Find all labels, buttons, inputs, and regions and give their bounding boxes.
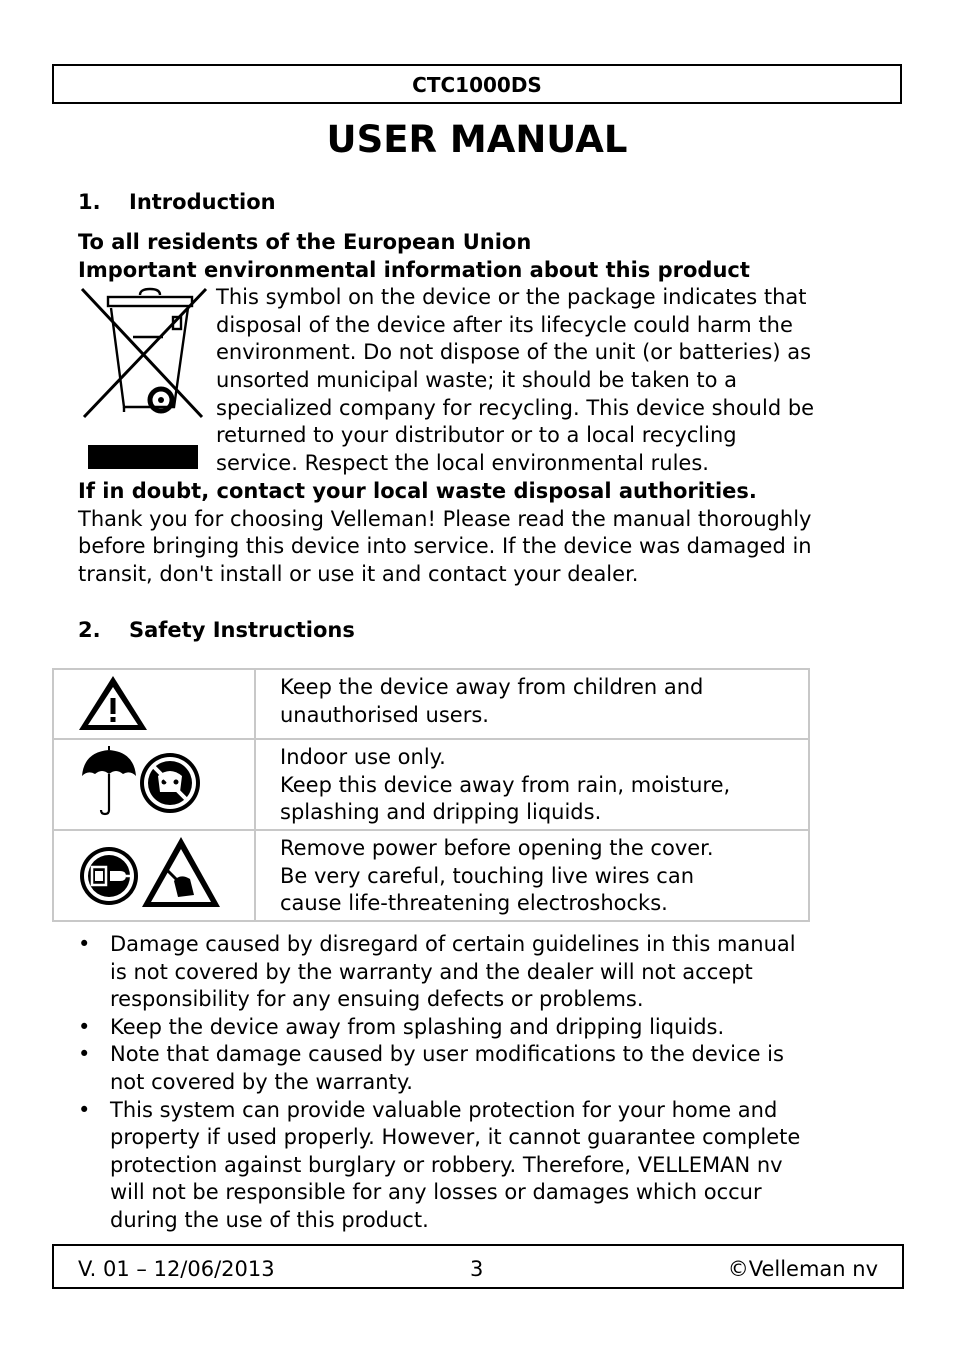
safety-table	[52, 668, 810, 922]
section-1-heading	[78, 188, 276, 216]
list-item	[78, 1014, 878, 1042]
bullet-icon: •	[78, 1097, 91, 1122]
weee-line: This symbol on the device or the package indicates that	[216, 285, 807, 309]
weee-line: returned to your distributor or to a local recycling	[216, 423, 737, 447]
list-item	[78, 1041, 878, 1096]
bullet-line: responsibility for any ensuing defects or problems.	[110, 987, 644, 1012]
weee-line: unsorted municipal waste; it should be taken to a	[216, 368, 738, 392]
safety-line: Keep this device away from rain, moisture,	[280, 772, 731, 797]
page-title: USER MANUAL	[326, 118, 628, 161]
disconnect-power-icon	[80, 847, 138, 905]
thanks-line: transit, don't install or use it and contact your dealer.	[78, 562, 639, 586]
weee-crossed-bin-icon	[78, 287, 210, 473]
page-footer	[52, 1244, 904, 1289]
bullet-line: protection against burglary or robbery. Therefore, VELLEMAN nv	[110, 1152, 783, 1177]
bullet-line: is not covered by the warranty and the dealer will not accept	[110, 959, 753, 984]
bullet-line: This system can provide valuable protection for your home and	[110, 1097, 778, 1122]
safety-line: Indoor use only.	[280, 745, 446, 769]
thanks-line: Thank you for choosing Velleman! Please read the manual thoroughly	[78, 507, 812, 531]
bullet-icon: •	[78, 1014, 91, 1039]
safety-icons-cell	[53, 669, 255, 739]
footer-version: V. 01 – 12/06/2013	[78, 1257, 275, 1281]
warning-triangle-icon	[54, 670, 254, 734]
list-item	[78, 1097, 878, 1235]
environment-heading: Important environmental information about this product	[78, 258, 750, 282]
footer-copyright: ©Velleman nv	[727, 1257, 878, 1281]
safety-text-cell	[255, 669, 809, 739]
bullet-line: will not be responsible for any losses or damages which occur	[110, 1180, 762, 1205]
electric-shock-warning-icon	[142, 837, 220, 907]
section-2-heading	[78, 616, 355, 644]
safety-row	[53, 830, 809, 921]
safety-row	[53, 739, 809, 830]
model-number: CTC1000DS	[412, 73, 542, 97]
safety-icons-cell	[53, 830, 255, 921]
safety-text-cell	[255, 830, 809, 921]
section-2-number: 2.	[78, 618, 101, 642]
bullet-line: during the use of this product.	[110, 1207, 429, 1232]
bullet-line: not covered by the warranty.	[110, 1069, 413, 1094]
no-water-splash-icon	[140, 753, 200, 813]
safety-line: splashing and dripping liquids.	[280, 800, 602, 825]
safety-icon-pair	[54, 831, 254, 916]
safety-line: cause life-threatening electroshocks.	[280, 891, 668, 916]
weee-line: specialized company for recycling. This device should be	[216, 396, 815, 420]
footer-page-number: 3	[470, 1257, 484, 1281]
weee-line: environment. Do not dispose of the unit (or batteries) as	[216, 340, 812, 364]
umbrella-icon	[82, 746, 136, 814]
safety-row	[53, 669, 809, 739]
eu-residents-heading: To all residents of the European Union	[78, 230, 532, 254]
list-item	[78, 931, 878, 1014]
header-model-box	[52, 64, 902, 104]
safety-line: Keep the device away from children and	[280, 675, 704, 699]
safety-bullet-list	[78, 931, 878, 1235]
safety-line: Be very careful, touching live wires can	[280, 863, 695, 888]
section-1-number: 1.	[78, 190, 101, 214]
bullet-line: Keep the device away from splashing and dripping liquids.	[110, 1014, 725, 1039]
safety-icons-cell	[53, 739, 255, 830]
thanks-line: before bringing this device into service. If the device was damaged in	[78, 534, 812, 558]
section-1-title: Introduction	[129, 190, 276, 214]
bullet-icon: •	[78, 1042, 91, 1067]
weee-line: disposal of the device after its lifecycle could harm the	[216, 313, 793, 337]
safety-text-cell	[255, 739, 809, 830]
bullet-icon: •	[78, 932, 91, 956]
safety-line: unauthorised users.	[280, 702, 489, 727]
bullet-line: Damage caused by disregard of certain guidelines in this manual	[110, 932, 796, 956]
bullet-line: property if used properly. However, it cannot guarantee complete	[110, 1125, 801, 1150]
bullet-line: Note that damage caused by user modifications to the device is	[110, 1042, 784, 1067]
waste-authorities-note: If in doubt, contact your local waste disposal authorities.	[78, 479, 757, 503]
section-2-title: Safety Instructions	[129, 618, 355, 642]
safety-line: Remove power before opening the cover.	[280, 836, 714, 860]
weee-line: service. Respect the local environmental rules.	[216, 451, 709, 475]
safety-icon-pair	[54, 740, 254, 825]
